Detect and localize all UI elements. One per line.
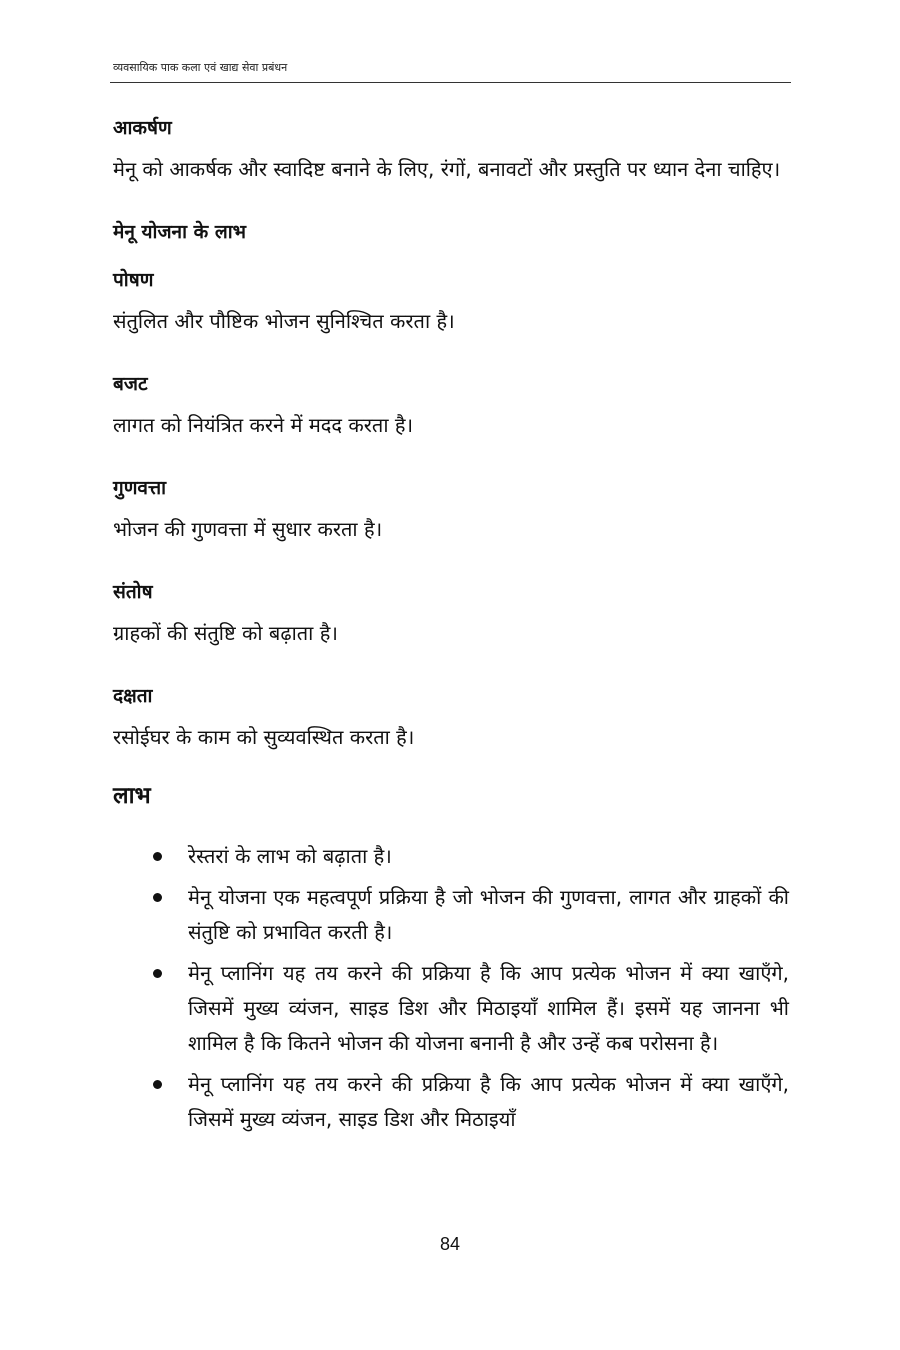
paragraph-akarshan: मेनू को आकर्षक और स्वादिष्ट बनाने के लिए, रंगों, बनावटों और प्रस्तुति पर ध्यान देना चाहिए। <box>113 157 781 181</box>
paragraph-daksha: रसोईघर के काम को सुव्यवस्थित करता है। <box>113 725 415 749</box>
header-rule <box>110 82 791 83</box>
heading-labh: लाभ <box>113 783 151 809</box>
list-item-text: मेनू प्लानिंग यह तय करने की प्रक्रिया है कि आप प्रत्येक भोजन में क्या खाएँगे, जिसमें मुख्य व्यंजन, साइड डिश और मिठाइयाँ शामिल हैं। इसमें यह जानना भी शामिल है कि कितने भोजन की योजना बनानी है और उन्हें कब परोसना है। <box>188 961 789 1055</box>
paragraph-quality: भोजन की गुणवत्ता में सुधार करता है। <box>113 517 383 541</box>
bullet-icon <box>153 969 162 978</box>
list-item <box>188 839 789 874</box>
list-item <box>188 880 789 950</box>
paragraph-santosh: ग्राहकों की संतुष्टि को बढ़ाता है। <box>113 621 338 645</box>
page-content <box>113 104 789 1143</box>
list-item <box>188 1067 789 1137</box>
bullet-icon <box>153 893 162 902</box>
paragraph-budget: लागत को नियंत्रित करने में मदद करता है। <box>113 413 414 437</box>
heading-quality: गुणवत्ता <box>113 477 167 499</box>
list-item-text: मेनू योजना एक महत्वपूर्ण प्रक्रिया है जो भोजन की गुणवत्ता, लागत और ग्राहकों की संतुष्टि को प्रभावित करती है। <box>188 885 789 944</box>
list-item-text: मेनू प्लानिंग यह तय करने की प्रक्रिया है कि आप प्रत्येक भोजन में क्या खाएँगे, जिसमें मुख्य व्यंजन, साइड डिश और मिठाइयाँ <box>188 1072 789 1131</box>
heading-menu-benefits: मेनू योजना के लाभ <box>113 221 247 243</box>
heading-akarshan: आकर्षण <box>113 117 172 139</box>
heading-budget: बजट <box>113 373 148 395</box>
benefits-bullet-list <box>113 839 789 1137</box>
list-item <box>188 956 789 1061</box>
paragraph-poshan: संतुलित और पौष्टिक भोजन सुनिश्चित करता है। <box>113 309 455 333</box>
bullet-icon <box>153 1080 162 1089</box>
heading-poshan: पोषण <box>113 269 154 291</box>
list-item-text: रेस्तरां के लाभ को बढ़ाता है। <box>188 844 392 868</box>
running-header-title: व्यवसायिक पाक कला एवं खाद्य सेवा प्रबंधन <box>113 61 288 74</box>
heading-santosh: संतोष <box>113 581 153 603</box>
page-number: 84 <box>439 1234 461 1254</box>
heading-daksha: दक्षता <box>113 685 153 707</box>
bullet-icon <box>153 852 162 861</box>
